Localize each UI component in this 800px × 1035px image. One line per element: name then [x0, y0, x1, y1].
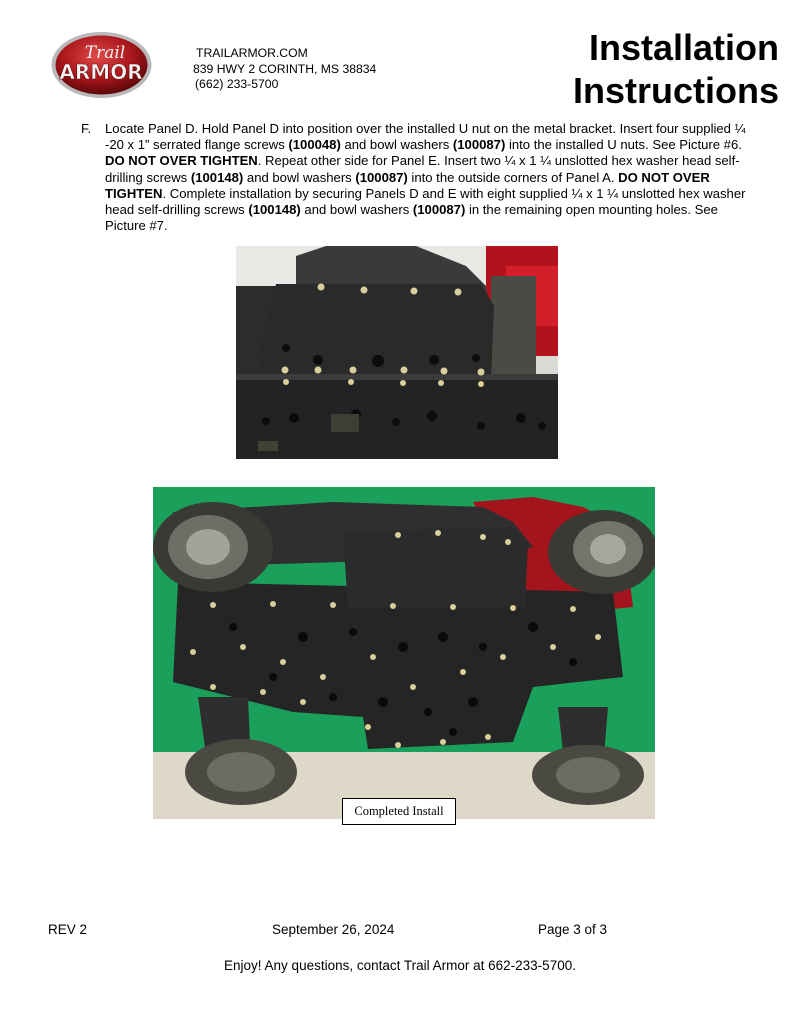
footer-contact: Enjoy! Any questions, contact Trail Armor at 662-233-5700.: [224, 958, 576, 973]
title-line-2: Instructions: [572, 70, 779, 111]
photo-caption: Completed Install: [342, 798, 456, 825]
photo-panel-d-install: [236, 246, 558, 459]
step-text-run: in the remaining open mounting holes. See Picture #7.: [105, 202, 718, 234]
company-website: TRAILARMOR.COM: [196, 46, 308, 60]
footer-page-number: Page 3 of 3: [538, 922, 608, 937]
step-text-run: into the outside corners of Panel A.: [407, 169, 619, 185]
title-line-1: Installation: [588, 27, 779, 68]
footer-revision: REV 2: [48, 922, 88, 937]
footer-date: September 26, 2024: [272, 922, 395, 937]
step-text-bold: DO NOT OVER TIGHTEN: [105, 153, 258, 169]
company-info: [193, 46, 376, 93]
company-address: 839 HWY 2 CORINTH, MS 38834: [193, 61, 377, 76]
step-text-bold: (100148): [190, 169, 244, 185]
step-text-run: and bowl washers: [340, 137, 453, 153]
step-text-run: . Complete installation by securing Panels D and E with eight supplied ¼ x 1 ¼ unslotted hex washer head self-drilling screws: [105, 185, 746, 218]
step-text-run: and bowl washers: [243, 169, 356, 185]
company-phone: (662) 233-5700: [195, 77, 279, 91]
svg-text:Trail: Trail: [84, 43, 126, 63]
step-text-bold: (100048): [288, 137, 341, 153]
trail-armor-logo: [50, 31, 153, 99]
step-text-run: and bowl washers: [300, 202, 413, 218]
step-text-bold: (100087): [412, 202, 466, 218]
step-text-bold: (100148): [248, 202, 301, 218]
instruction-step: [81, 121, 761, 234]
step-text-bold: (100087): [355, 169, 408, 185]
svg-text:ARMOR: ARMOR: [59, 60, 143, 84]
photo-completed-install: [153, 487, 655, 819]
step-text-run: into the installed U nuts. See Picture #6.: [505, 137, 742, 153]
step-text-bold: (100087): [452, 137, 506, 153]
step-marker: F.: [81, 121, 92, 136]
step-text: [105, 121, 761, 234]
step-text-bold: DO NOT OVER TIGHTEN: [105, 169, 710, 201]
step-text-run: Locate Panel D. Hold Panel D into position over the installed U nut on the metal bracket. Insert four supplied ¼ -20 x 1” serrated flange screws: [105, 121, 746, 153]
step-text-run: . Repeat other side for Panel E. Insert two ¼ x 1 ¼ unslotted hex washer head self-drilling screws: [105, 153, 740, 185]
document-title: [573, 26, 779, 112]
